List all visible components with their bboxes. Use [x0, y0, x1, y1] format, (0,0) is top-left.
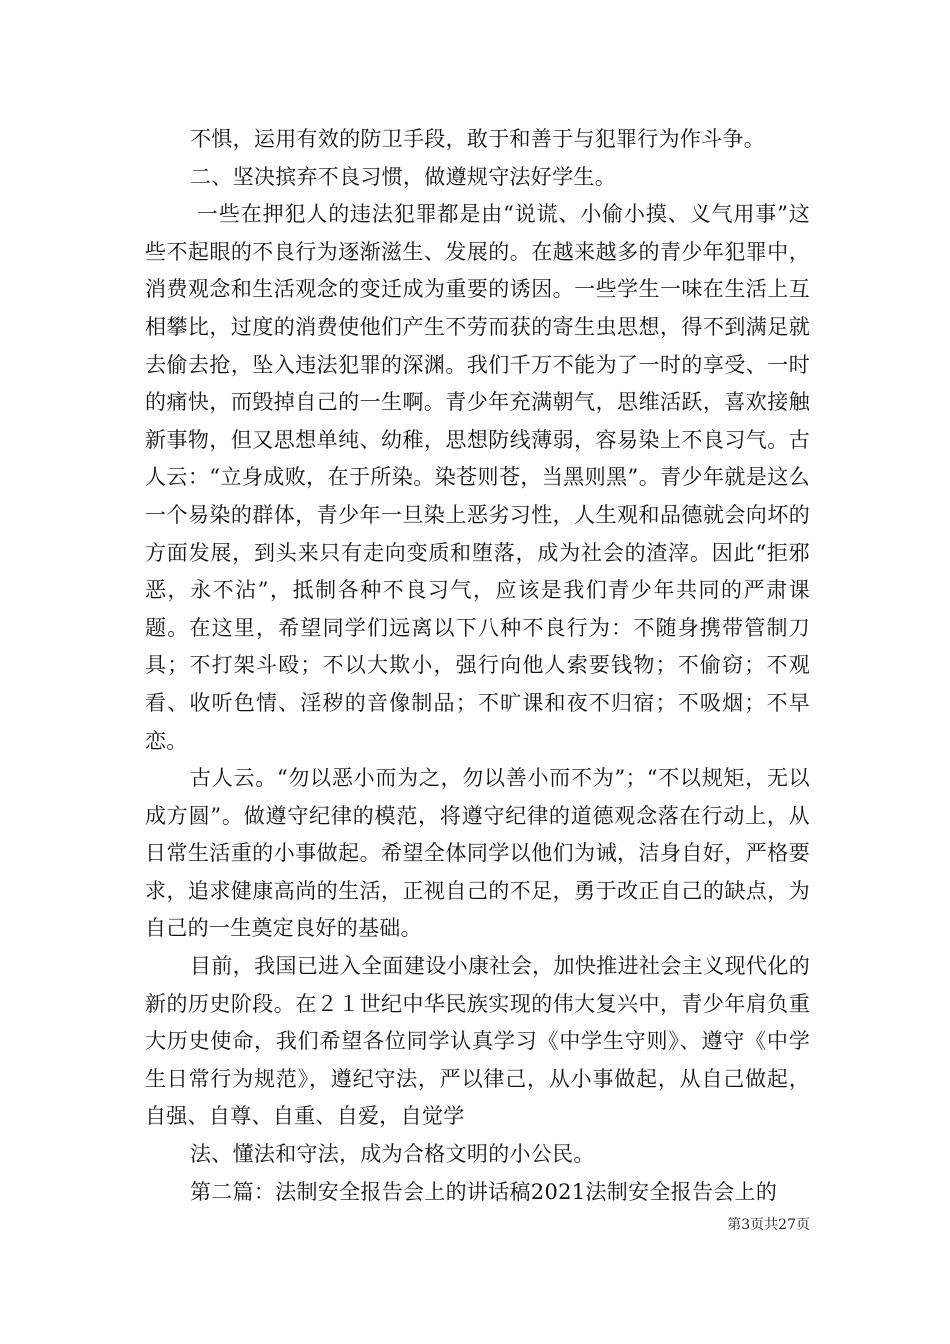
paragraph-4: 古人云。“勿以恶小而为之，勿以善小而不为”；“不以规矩，无以成方圆”。做遵守纪律的模范，将遵守纪律的道德观念落在行动上，从日常生活重的小事做起。希望全体同学以他们为诫，洁身自好，严格要求，追求健康高尚的生活，正视自己的不足，勇于改正自己的缺点，为自己的一生奠定良好的基础。	[145, 766, 810, 941]
paragraph-1: 不惧，运用有效的防卫手段，敢于和善于与犯罪行为作斗争。	[190, 127, 766, 151]
paragraph-3: 一些在押犯人的违法犯罪都是由“说谎、小偷小摸、义气用事”这些不起眼的不良行为逐渐滋生、发展的。在越来越多的青少年犯罪中，消费观念和生活观念的变迁成为重要的诱因。一些学生一味在生活上互相攀比，过度的消费使他们产生不劳而获的寄生虫思想，得不到满足就去偷去抢，坠入违法犯罪的深渊。我们千万不能为了一时的享受、一时的痛快，而毁掉自己的一生啊。青少年充满朝气，思维活跃，喜欢接触新事物，但又思想单纯、幼稚，思想防线薄弱，容易染上不良习气。古人云：“立身成败，在于所染。染苍则苍，当黑则黑”。青少年就是这么一个易染的群体，青少年一旦染上恶劣习性，人生观和品德就会向坏的方面发展，到头来只有走向变质和堕落，成为社会的渣滓。因此“拒邪恶，永不沾”，抵制各种不良习气，应该是我们青少年共同的严肃课题。在这里，希望同学们远离以下八种不良行为：不随身携带管制刀具；不打架斗殴；不以大欺小，强行向他人索要钱物；不偷窃；不观看、收听色情、淫秽的音像制品；不旷课和夜不归宿；不吸烟；不早恋。	[145, 202, 810, 753]
paragraph-6: 法、懂法和守法，成为合格文明的小公民。	[190, 1142, 595, 1167]
paragraph-2-heading: 二、坚决摈弃不良习惯，做遵规守法好学生。	[190, 164, 616, 189]
page-number-footer: 第3页共27页	[727, 1217, 810, 1233]
paragraph-5: 目前，我国已进入全面建设小康社会，加快推进社会主义现代化的新的历史阶段。在２１世纪中华民族实现的伟大复兴中，青少年肩负重大历史使命，我们希望各位同学认真学习《中学生守则》、遵守《中学生日常行为规范》，遵纪守法，严以律己，从小事做起，从自己做起，自强、自尊、自重、自爱，自觉学	[145, 954, 810, 1129]
document-body	[145, 121, 810, 1211]
paragraph-7-section-title: 第二篇：法制安全报告会上的讲话稿2021法制安全报告会上的	[190, 1179, 778, 1204]
